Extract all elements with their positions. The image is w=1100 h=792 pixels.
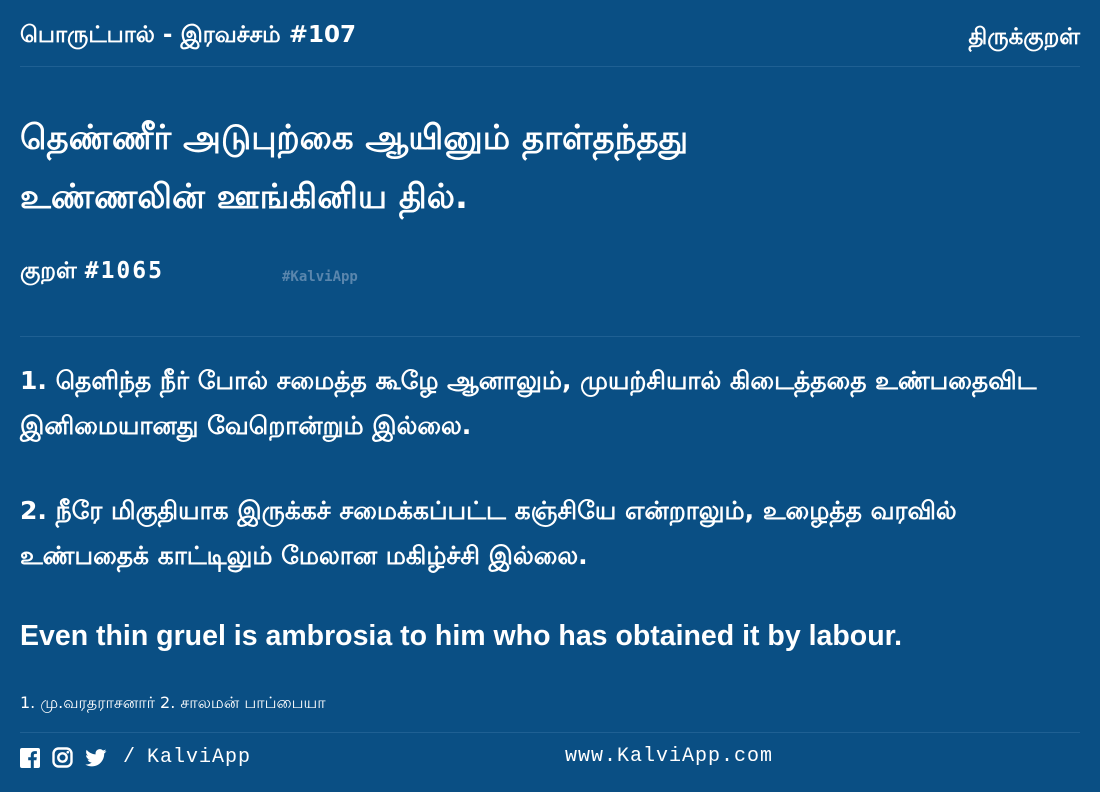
credits: 1. மு.வரதராசனார் 2. சாலமன் பாப்பையா (20, 693, 326, 712)
social-handle[interactable]: KalviApp (147, 746, 252, 769)
kural-line-1: தெண்ணீர் அடுபுற்கை ஆயினும் தாள்தந்தது (20, 118, 689, 158)
social-links (20, 746, 251, 769)
divider (20, 336, 1080, 337)
divider (20, 66, 1080, 67)
instagram-icon[interactable] (52, 747, 73, 768)
kural-number-value: #1065 (84, 258, 164, 284)
section-title: பொருட்பால் - இரவச்சம் #107 (20, 22, 356, 48)
watermark: #KalviApp (282, 269, 358, 285)
brand-title: திருக்குறள் (968, 24, 1080, 50)
kural-number-label: குறள் (20, 258, 77, 284)
facebook-icon[interactable] (20, 748, 40, 768)
english-translation: Even thin gruel is ambrosia to him who has obtained it by labour. (20, 620, 903, 652)
kural-number (20, 258, 164, 287)
twitter-icon[interactable] (85, 749, 107, 767)
website-link[interactable]: www.KalviApp.com (565, 745, 774, 768)
kural-line-2: உண்ணலின் ஊங்கினிய தில். (20, 177, 468, 217)
divider (20, 732, 1080, 733)
explanation-1: 1. தெளிந்த நீர் போல் சமைத்த கூழே ஆனாலும், முயற்சியால் கிடைத்ததை உண்பதைவிட இனிமையானது வேறொன்றும் இல்லை. (20, 366, 1037, 440)
social-separator: / (123, 746, 136, 769)
explanation-2: 2. நீரே மிகுதியாக இருக்கச் சமைக்கப்பட்ட கஞ்சியே என்றாலும், உழைத்த வரவில் உண்பதைக் காட்டிலும் மேலான மகிழ்ச்சி இல்லை. (20, 496, 957, 570)
